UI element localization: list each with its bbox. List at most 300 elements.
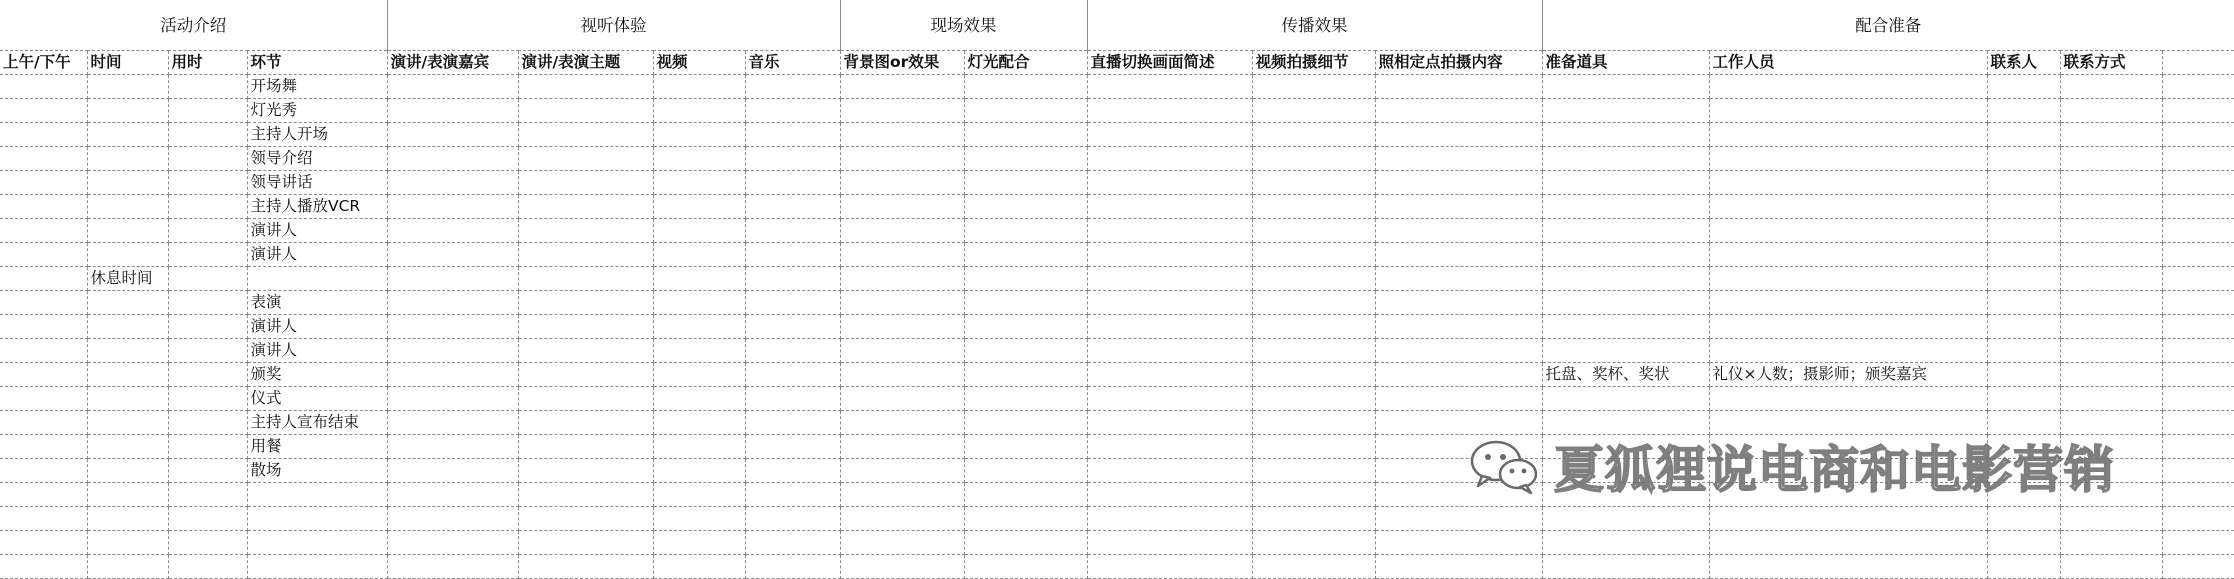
table-cell[interactable] bbox=[1252, 267, 1375, 291]
table-cell[interactable] bbox=[1709, 243, 1987, 267]
table-cell[interactable] bbox=[518, 219, 653, 243]
table-cell[interactable] bbox=[2162, 315, 2234, 339]
table-cell[interactable] bbox=[518, 267, 653, 291]
table-cell[interactable] bbox=[387, 531, 518, 555]
table-cell[interactable] bbox=[964, 75, 1087, 99]
table-cell[interactable] bbox=[2162, 75, 2234, 99]
table-cell[interactable] bbox=[1087, 171, 1252, 195]
table-cell[interactable] bbox=[0, 195, 87, 219]
table-cell[interactable] bbox=[168, 171, 247, 195]
table-cell[interactable] bbox=[2060, 219, 2162, 243]
table-cell[interactable] bbox=[87, 171, 168, 195]
table-cell[interactable]: 领导介绍 bbox=[247, 147, 387, 171]
table-cell[interactable] bbox=[2060, 531, 2162, 555]
table-cell[interactable] bbox=[964, 435, 1087, 459]
table-cell[interactable] bbox=[518, 387, 653, 411]
table-cell[interactable] bbox=[387, 459, 518, 483]
table-cell[interactable] bbox=[247, 531, 387, 555]
table-cell[interactable] bbox=[1542, 315, 1709, 339]
table-cell[interactable] bbox=[387, 171, 518, 195]
table-cell[interactable] bbox=[653, 483, 745, 507]
table-cell[interactable] bbox=[653, 267, 745, 291]
table-cell[interactable] bbox=[1542, 171, 1709, 195]
table-cell[interactable] bbox=[840, 147, 964, 171]
table-cell[interactable] bbox=[387, 387, 518, 411]
table-cell[interactable] bbox=[87, 459, 168, 483]
table-cell[interactable] bbox=[745, 435, 840, 459]
table-cell[interactable] bbox=[1375, 555, 1542, 579]
table-cell[interactable] bbox=[964, 171, 1087, 195]
table-cell[interactable] bbox=[387, 75, 518, 99]
table-cell[interactable] bbox=[0, 339, 87, 363]
table-cell[interactable] bbox=[1987, 75, 2060, 99]
table-cell[interactable] bbox=[1087, 435, 1252, 459]
table-cell[interactable] bbox=[1987, 555, 2060, 579]
table-cell[interactable] bbox=[840, 267, 964, 291]
table-cell[interactable] bbox=[653, 339, 745, 363]
table-cell[interactable] bbox=[2060, 363, 2162, 387]
table-cell[interactable] bbox=[168, 459, 247, 483]
table-cell[interactable] bbox=[745, 171, 840, 195]
table-cell[interactable]: 领导讲话 bbox=[247, 171, 387, 195]
table-cell[interactable] bbox=[840, 459, 964, 483]
table-cell[interactable]: 仪式 bbox=[247, 387, 387, 411]
table-cell[interactable] bbox=[168, 315, 247, 339]
table-cell[interactable] bbox=[518, 315, 653, 339]
table-cell[interactable] bbox=[1087, 483, 1252, 507]
table-cell[interactable] bbox=[653, 531, 745, 555]
table-cell[interactable] bbox=[0, 147, 87, 171]
table-cell[interactable] bbox=[387, 291, 518, 315]
table-cell[interactable] bbox=[653, 195, 745, 219]
column-header[interactable]: 准备道具 bbox=[1542, 51, 1709, 75]
table-cell[interactable] bbox=[964, 363, 1087, 387]
table-cell[interactable] bbox=[840, 75, 964, 99]
table-cell[interactable] bbox=[1987, 387, 2060, 411]
table-cell[interactable] bbox=[1709, 387, 1987, 411]
table-cell[interactable] bbox=[2162, 99, 2234, 123]
table-cell[interactable] bbox=[1542, 555, 1709, 579]
table-cell[interactable] bbox=[168, 123, 247, 147]
table-cell[interactable] bbox=[1709, 291, 1987, 315]
table-cell[interactable] bbox=[964, 147, 1087, 171]
table-cell[interactable] bbox=[2060, 147, 2162, 171]
table-cell[interactable] bbox=[168, 411, 247, 435]
table-cell[interactable] bbox=[518, 75, 653, 99]
table-cell[interactable]: 演讲人 bbox=[247, 339, 387, 363]
table-cell[interactable] bbox=[653, 387, 745, 411]
table-cell[interactable] bbox=[1087, 555, 1252, 579]
table-cell[interactable] bbox=[2060, 483, 2162, 507]
table-cell[interactable] bbox=[1709, 555, 1987, 579]
table-cell[interactable] bbox=[840, 219, 964, 243]
table-cell[interactable] bbox=[1709, 435, 1987, 459]
table-cell[interactable] bbox=[0, 363, 87, 387]
table-cell[interactable] bbox=[1709, 507, 1987, 531]
table-cell[interactable] bbox=[1087, 291, 1252, 315]
table-cell[interactable]: 礼仪×人数；摄影师；颁奖嘉宾 bbox=[1709, 363, 1987, 387]
table-cell[interactable] bbox=[745, 291, 840, 315]
table-cell[interactable] bbox=[964, 315, 1087, 339]
table-cell[interactable] bbox=[653, 75, 745, 99]
table-cell[interactable] bbox=[2060, 315, 2162, 339]
table-cell[interactable]: 表演 bbox=[247, 291, 387, 315]
table-cell[interactable] bbox=[1987, 171, 2060, 195]
table-cell[interactable] bbox=[87, 99, 168, 123]
table-cell[interactable] bbox=[1709, 531, 1987, 555]
table-cell[interactable] bbox=[518, 531, 653, 555]
table-cell[interactable] bbox=[387, 195, 518, 219]
table-cell[interactable] bbox=[1252, 531, 1375, 555]
table-cell[interactable] bbox=[0, 291, 87, 315]
table-cell[interactable] bbox=[518, 459, 653, 483]
table-cell[interactable] bbox=[2162, 531, 2234, 555]
table-cell[interactable] bbox=[1987, 363, 2060, 387]
table-cell[interactable] bbox=[1709, 123, 1987, 147]
table-cell[interactable] bbox=[1375, 219, 1542, 243]
group-activity-intro[interactable]: 活动介绍 bbox=[0, 0, 387, 51]
table-cell[interactable] bbox=[0, 459, 87, 483]
table-cell[interactable] bbox=[1709, 75, 1987, 99]
table-cell[interactable] bbox=[653, 291, 745, 315]
table-cell[interactable] bbox=[1252, 171, 1375, 195]
table-cell[interactable] bbox=[0, 387, 87, 411]
table-cell[interactable] bbox=[387, 507, 518, 531]
table-cell[interactable] bbox=[168, 291, 247, 315]
table-cell[interactable] bbox=[1709, 171, 1987, 195]
table-cell[interactable] bbox=[518, 363, 653, 387]
table-cell[interactable] bbox=[247, 555, 387, 579]
table-cell[interactable] bbox=[2060, 411, 2162, 435]
table-cell[interactable] bbox=[1375, 315, 1542, 339]
table-cell[interactable] bbox=[1087, 195, 1252, 219]
table-cell[interactable] bbox=[1542, 507, 1709, 531]
table-cell[interactable] bbox=[745, 99, 840, 123]
table-cell[interactable] bbox=[387, 147, 518, 171]
table-cell[interactable] bbox=[745, 219, 840, 243]
table-cell[interactable] bbox=[745, 411, 840, 435]
table-cell[interactable] bbox=[964, 243, 1087, 267]
table-cell[interactable] bbox=[2162, 267, 2234, 291]
table-cell[interactable] bbox=[1542, 435, 1709, 459]
column-header[interactable]: 时间 bbox=[87, 51, 168, 75]
table-cell[interactable] bbox=[840, 363, 964, 387]
table-cell[interactable] bbox=[387, 243, 518, 267]
table-cell[interactable] bbox=[0, 219, 87, 243]
table-cell[interactable] bbox=[168, 195, 247, 219]
table-cell[interactable] bbox=[2162, 195, 2234, 219]
group-onsite-effect[interactable]: 现场效果 bbox=[840, 0, 1087, 51]
table-cell[interactable] bbox=[1252, 363, 1375, 387]
table-cell[interactable] bbox=[247, 507, 387, 531]
table-cell[interactable] bbox=[653, 435, 745, 459]
table-cell[interactable] bbox=[2060, 291, 2162, 315]
table-cell[interactable] bbox=[1087, 459, 1252, 483]
table-cell[interactable] bbox=[840, 99, 964, 123]
table-cell[interactable] bbox=[1709, 195, 1987, 219]
table-cell[interactable] bbox=[1087, 531, 1252, 555]
table-cell[interactable] bbox=[745, 507, 840, 531]
table-cell[interactable] bbox=[964, 483, 1087, 507]
table-cell[interactable] bbox=[745, 123, 840, 147]
column-header[interactable]: 用时 bbox=[168, 51, 247, 75]
table-cell[interactable] bbox=[87, 123, 168, 147]
table-cell[interactable] bbox=[168, 243, 247, 267]
table-cell[interactable] bbox=[87, 411, 168, 435]
table-cell[interactable] bbox=[2060, 507, 2162, 531]
table-cell[interactable] bbox=[964, 99, 1087, 123]
table-cell[interactable] bbox=[87, 555, 168, 579]
group-coordination[interactable]: 配合准备 bbox=[1542, 0, 2234, 51]
table-cell[interactable] bbox=[1375, 75, 1542, 99]
table-cell[interactable] bbox=[1087, 507, 1252, 531]
column-header[interactable]: 音乐 bbox=[745, 51, 840, 75]
table-cell[interactable] bbox=[1987, 411, 2060, 435]
table-cell[interactable] bbox=[87, 483, 168, 507]
table-cell[interactable] bbox=[653, 123, 745, 147]
table-cell[interactable] bbox=[1375, 99, 1542, 123]
column-header[interactable]: 照相定点拍摄内容 bbox=[1375, 51, 1542, 75]
table-cell[interactable] bbox=[87, 363, 168, 387]
table-cell[interactable] bbox=[1087, 411, 1252, 435]
table-cell[interactable] bbox=[518, 171, 653, 195]
table-cell[interactable] bbox=[2162, 411, 2234, 435]
table-cell[interactable] bbox=[1252, 387, 1375, 411]
table-cell[interactable] bbox=[1252, 219, 1375, 243]
table-cell[interactable] bbox=[1375, 291, 1542, 315]
table-cell[interactable] bbox=[653, 219, 745, 243]
table-cell[interactable] bbox=[1987, 531, 2060, 555]
table-cell[interactable] bbox=[1252, 195, 1375, 219]
table-cell[interactable] bbox=[1087, 243, 1252, 267]
table-cell[interactable] bbox=[1987, 291, 2060, 315]
table-cell[interactable] bbox=[247, 483, 387, 507]
table-cell[interactable] bbox=[964, 411, 1087, 435]
table-cell[interactable] bbox=[653, 555, 745, 579]
table-cell[interactable] bbox=[87, 291, 168, 315]
table-cell[interactable] bbox=[87, 387, 168, 411]
column-header[interactable] bbox=[2162, 51, 2234, 75]
table-cell[interactable] bbox=[840, 171, 964, 195]
table-cell[interactable] bbox=[1987, 507, 2060, 531]
table-cell[interactable] bbox=[964, 459, 1087, 483]
table-cell[interactable] bbox=[168, 99, 247, 123]
table-cell[interactable] bbox=[1087, 339, 1252, 363]
group-broadcast-effect[interactable]: 传播效果 bbox=[1087, 0, 1542, 51]
table-cell[interactable] bbox=[840, 195, 964, 219]
table-cell[interactable] bbox=[0, 267, 87, 291]
table-cell[interactable] bbox=[0, 555, 87, 579]
table-cell[interactable] bbox=[1252, 147, 1375, 171]
table-cell[interactable] bbox=[1709, 411, 1987, 435]
table-cell[interactable] bbox=[87, 315, 168, 339]
table-cell[interactable] bbox=[168, 339, 247, 363]
table-cell[interactable] bbox=[518, 411, 653, 435]
table-cell[interactable] bbox=[840, 315, 964, 339]
table-cell[interactable] bbox=[168, 531, 247, 555]
table-cell[interactable] bbox=[1375, 531, 1542, 555]
table-cell[interactable] bbox=[518, 507, 653, 531]
table-cell[interactable] bbox=[168, 555, 247, 579]
table-cell[interactable] bbox=[387, 315, 518, 339]
table-cell[interactable] bbox=[0, 483, 87, 507]
table-cell[interactable] bbox=[1375, 147, 1542, 171]
table-cell[interactable] bbox=[2060, 555, 2162, 579]
table-cell[interactable] bbox=[840, 339, 964, 363]
table-cell[interactable] bbox=[87, 531, 168, 555]
table-cell[interactable] bbox=[1542, 411, 1709, 435]
table-cell[interactable] bbox=[168, 483, 247, 507]
table-cell[interactable] bbox=[1375, 123, 1542, 147]
table-cell[interactable] bbox=[653, 99, 745, 123]
table-cell[interactable] bbox=[1542, 195, 1709, 219]
table-cell[interactable] bbox=[1252, 435, 1375, 459]
table-cell[interactable] bbox=[745, 243, 840, 267]
table-cell[interactable] bbox=[1987, 195, 2060, 219]
table-cell[interactable] bbox=[0, 411, 87, 435]
table-cell[interactable] bbox=[387, 363, 518, 387]
table-cell[interactable]: 用餐 bbox=[247, 435, 387, 459]
table-cell[interactable] bbox=[840, 507, 964, 531]
table-cell[interactable] bbox=[1252, 75, 1375, 99]
table-cell[interactable] bbox=[745, 555, 840, 579]
table-cell[interactable] bbox=[1252, 555, 1375, 579]
table-cell[interactable] bbox=[1542, 75, 1709, 99]
table-cell[interactable] bbox=[1542, 531, 1709, 555]
table-cell[interactable] bbox=[745, 459, 840, 483]
table-cell[interactable] bbox=[0, 507, 87, 531]
table-cell[interactable] bbox=[518, 435, 653, 459]
table-cell[interactable]: 灯光秀 bbox=[247, 99, 387, 123]
table-cell[interactable] bbox=[168, 219, 247, 243]
table-cell[interactable] bbox=[1542, 459, 1709, 483]
table-cell[interactable] bbox=[1709, 459, 1987, 483]
table-cell[interactable] bbox=[840, 531, 964, 555]
table-cell[interactable] bbox=[1087, 75, 1252, 99]
table-cell[interactable] bbox=[745, 531, 840, 555]
table-cell[interactable] bbox=[387, 219, 518, 243]
column-header[interactable]: 直播切换画面简述 bbox=[1087, 51, 1252, 75]
table-cell[interactable] bbox=[1542, 147, 1709, 171]
table-cell[interactable] bbox=[964, 531, 1087, 555]
table-cell[interactable] bbox=[1375, 411, 1542, 435]
table-cell[interactable] bbox=[653, 411, 745, 435]
table-cell[interactable] bbox=[1252, 99, 1375, 123]
table-cell[interactable] bbox=[87, 507, 168, 531]
table-cell[interactable] bbox=[87, 435, 168, 459]
table-cell[interactable] bbox=[964, 267, 1087, 291]
table-cell[interactable] bbox=[2162, 171, 2234, 195]
table-cell[interactable] bbox=[518, 555, 653, 579]
table-cell[interactable]: 主持人宣布结束 bbox=[247, 411, 387, 435]
table-cell[interactable] bbox=[0, 243, 87, 267]
table-cell[interactable] bbox=[2162, 555, 2234, 579]
table-cell[interactable] bbox=[1987, 219, 2060, 243]
table-cell[interactable] bbox=[1252, 243, 1375, 267]
table-cell[interactable] bbox=[1709, 339, 1987, 363]
table-cell[interactable] bbox=[653, 243, 745, 267]
table-cell[interactable] bbox=[168, 75, 247, 99]
table-cell[interactable] bbox=[1375, 363, 1542, 387]
table-cell[interactable] bbox=[1375, 171, 1542, 195]
table-cell[interactable] bbox=[745, 363, 840, 387]
table-cell[interactable] bbox=[2162, 291, 2234, 315]
table-cell[interactable] bbox=[1375, 195, 1542, 219]
column-header[interactable]: 联系方式 bbox=[2060, 51, 2162, 75]
table-cell[interactable]: 主持人播放VCR bbox=[247, 195, 387, 219]
table-cell[interactable] bbox=[168, 387, 247, 411]
table-cell[interactable]: 主持人开场 bbox=[247, 123, 387, 147]
table-cell[interactable] bbox=[2162, 147, 2234, 171]
table-cell[interactable] bbox=[1087, 363, 1252, 387]
table-cell[interactable] bbox=[2162, 387, 2234, 411]
table-cell[interactable] bbox=[0, 315, 87, 339]
table-cell[interactable] bbox=[1252, 123, 1375, 147]
table-cell[interactable]: 演讲人 bbox=[247, 219, 387, 243]
table-cell[interactable] bbox=[2060, 171, 2162, 195]
table-cell[interactable] bbox=[168, 147, 247, 171]
table-cell[interactable] bbox=[2060, 75, 2162, 99]
table-cell[interactable] bbox=[1987, 99, 2060, 123]
table-cell[interactable] bbox=[653, 363, 745, 387]
table-cell[interactable] bbox=[387, 267, 518, 291]
column-header[interactable]: 演讲/表演嘉宾 bbox=[387, 51, 518, 75]
table-cell[interactable] bbox=[0, 435, 87, 459]
table-cell[interactable] bbox=[1542, 99, 1709, 123]
table-cell[interactable] bbox=[2162, 243, 2234, 267]
table-cell[interactable] bbox=[653, 507, 745, 531]
table-cell[interactable] bbox=[2060, 267, 2162, 291]
table-cell[interactable] bbox=[1709, 99, 1987, 123]
table-cell[interactable] bbox=[87, 147, 168, 171]
table-cell[interactable] bbox=[840, 123, 964, 147]
table-cell[interactable] bbox=[1709, 219, 1987, 243]
table-cell[interactable] bbox=[2162, 435, 2234, 459]
table-cell[interactable] bbox=[1375, 387, 1542, 411]
table-cell[interactable] bbox=[1252, 291, 1375, 315]
table-cell[interactable] bbox=[1375, 507, 1542, 531]
table-cell[interactable] bbox=[840, 555, 964, 579]
table-cell[interactable]: 演讲人 bbox=[247, 315, 387, 339]
table-cell[interactable] bbox=[1252, 339, 1375, 363]
table-cell[interactable]: 演讲人 bbox=[247, 243, 387, 267]
table-cell[interactable] bbox=[168, 267, 247, 291]
table-cell[interactable] bbox=[1087, 147, 1252, 171]
table-cell[interactable] bbox=[1252, 483, 1375, 507]
table-cell[interactable] bbox=[745, 147, 840, 171]
table-cell[interactable]: 开场舞 bbox=[247, 75, 387, 99]
table-cell[interactable] bbox=[168, 363, 247, 387]
table-cell[interactable] bbox=[87, 243, 168, 267]
table-cell[interactable] bbox=[1987, 123, 2060, 147]
table-cell[interactable] bbox=[387, 555, 518, 579]
table-cell[interactable] bbox=[1087, 123, 1252, 147]
table-cell[interactable] bbox=[964, 195, 1087, 219]
table-cell[interactable] bbox=[1087, 219, 1252, 243]
column-header[interactable]: 联系人 bbox=[1987, 51, 2060, 75]
table-cell[interactable] bbox=[2060, 243, 2162, 267]
table-cell[interactable] bbox=[1987, 483, 2060, 507]
table-cell[interactable] bbox=[168, 435, 247, 459]
table-cell[interactable] bbox=[1375, 459, 1542, 483]
table-cell[interactable] bbox=[964, 291, 1087, 315]
table-cell[interactable] bbox=[1709, 267, 1987, 291]
table-cell[interactable] bbox=[1542, 123, 1709, 147]
table-cell[interactable] bbox=[2162, 219, 2234, 243]
table-cell[interactable] bbox=[168, 507, 247, 531]
table-cell[interactable] bbox=[387, 339, 518, 363]
table-cell[interactable] bbox=[87, 195, 168, 219]
